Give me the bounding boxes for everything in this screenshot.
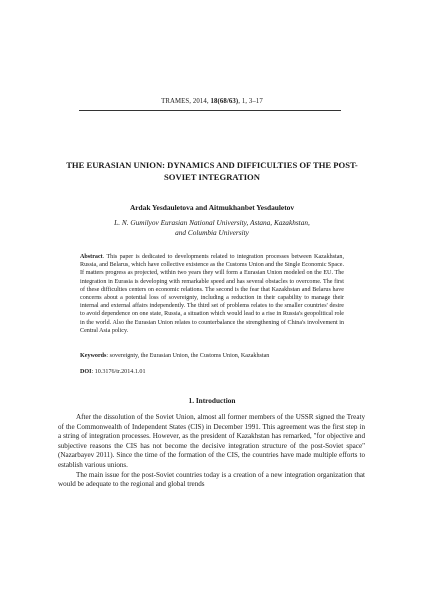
- keywords: [80, 352, 344, 360]
- journal-year: 2014: [192, 98, 207, 105]
- keywords-label: Keywords: [80, 353, 107, 359]
- section-heading: 1. Introduction: [188, 396, 236, 405]
- affiliation-line-2: and Columbia University: [175, 227, 249, 237]
- doi-text: : 10.3176/tr.2014.1.01: [91, 369, 146, 375]
- paragraph: After the dissolution of the Soviet Union, almost all former members of the USSR signed the Treaty of the Commonwealth of Independent States (CIS) in December 1991. This agreement was the first step in a string of integration processes. However, as the president of Kazakhstan has remarked, "for objective and subjective reasons the CIS has not become the decisive integration structure of the post-Soviet space" (Nazarbayev 2011). Since the time of the formation of the CIS, the countries have made multiple efforts to establish various unions.: [58, 413, 365, 469]
- journal-volume: 18(68/63): [210, 98, 239, 105]
- abstract: [80, 253, 344, 335]
- header-rule: [79, 110, 341, 111]
- body-text: [58, 413, 365, 557]
- journal-name: TRAMES: [161, 98, 190, 105]
- doi: [80, 368, 344, 376]
- paragraph: The main issue for the post-Soviet countries today is a creation of a new integration organization that would be adequate to the regional and global trends: [58, 470, 365, 489]
- affiliation-line-1: L. N. Gumilyov Eurasian National University, Astana, Kazakhstan,: [114, 218, 310, 227]
- doi-label: DOI: [80, 369, 92, 375]
- abstract-label: Abstract: [80, 254, 103, 260]
- affiliation: [0, 218, 424, 237]
- keywords-text: : sovereignty, the Eurasian Union, the Customs Union, Kazakhstan: [106, 353, 270, 359]
- paper-authors: Ardak Yesdauletova and Aitmukhanbet Yesdauletov: [129, 203, 295, 212]
- paper-title: THE EURASIAN UNION: DYNAMICS AND DIFFICULTIES OF THE POST-SOVIET INTEGRATION: [66, 160, 358, 182]
- abstract-text: . This paper is dedicated to developments related to integration processes between Kazakhstan, Russia, and Belarus, which have collective existence as the Customs Union and the Single Economic Space. If matters progress as projected, within two years they will form a Eurasian Union modeled on the EU. The integration in Eurasia is developing with remarkable speed and has several obstacles to overcome. The first of these difficulties centers on economic relations. The second is the fear that Kazakhstan and Belarus have concerns about a potential loss of sovereignty, including a reduction in their capability to manage their internal and external affairs independently. The third set of problems relates to the smaller countries' desire to avoid dependence on one state, Russia, a situation which would lead to a rise in Russia's geopolitical role in the world. Also the Eurasian Union relates to counterbalance the strengthening of China's involvement in Central Asia policy.: [80, 254, 344, 334]
- running-header: TRAMES, 2014, 18(68/63), 1, 3–17: [161, 98, 263, 105]
- journal-issue-pages: 1, 3–17: [241, 98, 263, 105]
